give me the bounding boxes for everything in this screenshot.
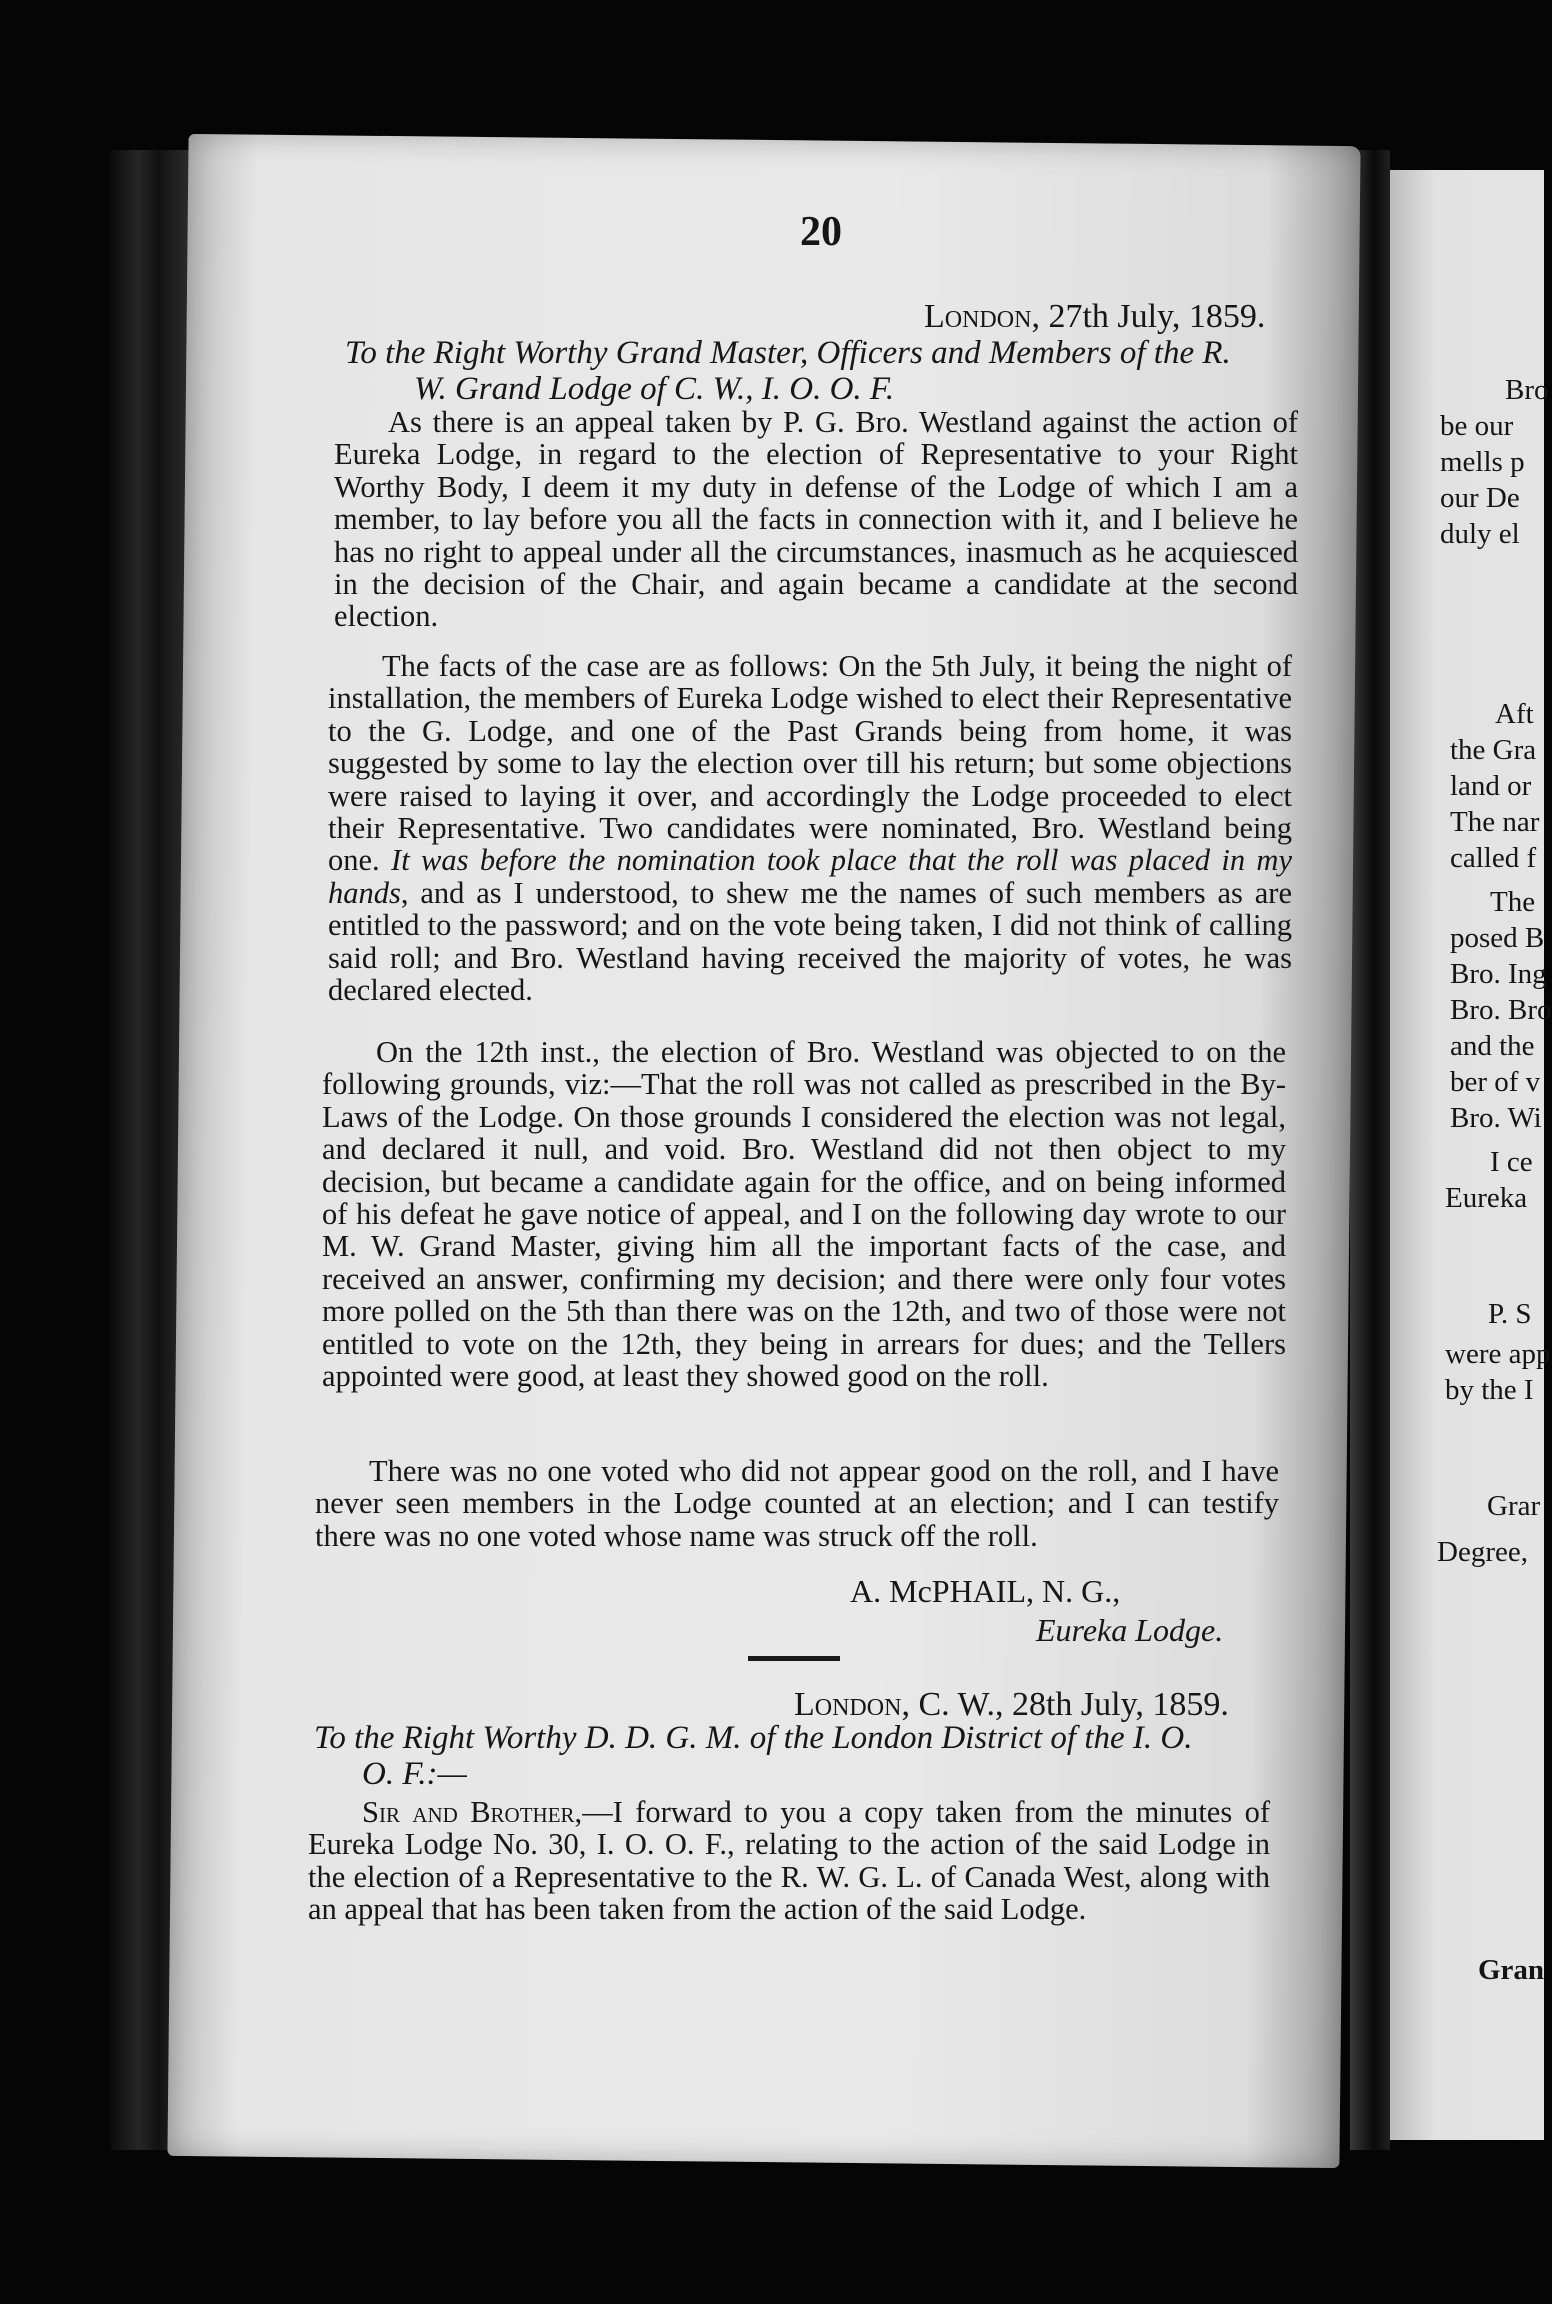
letter1-paragraph-4: There was no one voted who did not appear good on the roll, and I have never seen members in the Lodge counted at an election; and I can testify there was no one voted whose name was struck off the roll. bbox=[315, 1454, 1279, 1553]
facing-fragment: be our bbox=[1440, 410, 1514, 442]
letter2-dateline bbox=[794, 1686, 1229, 1724]
page-number: 20 bbox=[800, 209, 842, 255]
facing-fragment: P. S bbox=[1488, 1298, 1532, 1330]
letter2-address-line1: To the Right Worthy D. D. G. M. of the London District of the I. O. bbox=[314, 1720, 1193, 1756]
facing-fragment: Eureka bbox=[1445, 1182, 1528, 1214]
facing-fragment: posed B bbox=[1450, 922, 1545, 954]
letter1-dateline-place: London bbox=[924, 298, 1032, 335]
facing-fragment: Bro. Wi bbox=[1450, 1102, 1542, 1134]
section-divider bbox=[748, 1656, 840, 1661]
facing-fragment: Bro. Ing bbox=[1450, 958, 1547, 990]
letter1-paragraph-1: As there is an appeal taken by P. G. Bro. Westland against the action of Eureka Lodge, in regard to the election of Representative to your Right Worthy Body, I deem it my duty in defense of the Lodge of which I am a member, to lay before you all the facts in connection with it, and I believe he has no right to appeal under all the circumstances, inasmuch as he acquiesced in the decision of the Chair, and again became a candidate at the second election. bbox=[334, 405, 1298, 634]
facing-fragment: The nar bbox=[1450, 806, 1540, 838]
facing-fragment: Gran bbox=[1478, 1954, 1545, 1986]
facing-fragment: were app bbox=[1445, 1338, 1551, 1370]
letter1-paragraph-2-part-a: The facts of the case are as follows: On the 5th July, it being the night of installation, the members of Eureka Lodge wished to elect their Representative to the G. Lodge, and one of the Past Grands being from home, it was suggested by some to lay the election over till his return; but some objections were raised to laying it over, and accordingly the Lodge proceeded to elect their Representative. Two candidates were nominated, Bro. Westland being one. bbox=[328, 649, 1292, 878]
facing-fragment: Bro. Bro bbox=[1450, 994, 1552, 1026]
facing-fragment: duly el bbox=[1440, 518, 1520, 550]
facing-fragment: land or bbox=[1450, 770, 1532, 802]
facing-fragment: I ce bbox=[1490, 1146, 1533, 1178]
facing-fragment: Degree, bbox=[1437, 1536, 1528, 1568]
facing-fragment: Grar bbox=[1487, 1490, 1541, 1522]
letter1-paragraph-2-emphasis: It was before the nomination took place that the roll was placed in my hands bbox=[328, 843, 1293, 910]
facing-fragment: our De bbox=[1440, 482, 1520, 514]
letter1-paragraph-2-part-b: , and as I understood, to shew me the names of such members as are entitled to the password; and on the vote being taken, I did not think of calling said roll; and Bro. Westland having received the majority of votes, he was declared elected. bbox=[328, 875, 1292, 1008]
facing-fragment: called f bbox=[1450, 842, 1537, 874]
letter1-dateline bbox=[924, 298, 1265, 336]
letter2-paragraph-1 bbox=[308, 1796, 1270, 1926]
letter1-signature: A. McPHAIL, N. G., bbox=[850, 1573, 1121, 1609]
facing-fragment: Aft bbox=[1495, 698, 1534, 730]
letter1-paragraph-2 bbox=[328, 650, 1292, 1006]
facing-fragment: by the I bbox=[1445, 1374, 1534, 1406]
letter1-paragraph-3: On the 12th inst., the election of Bro. Westland was objected to on the following grounds, viz:—That the roll was not called as prescribed in the By-Laws of the Lodge. On those grounds I considered the election was not legal, and declared it null, and void. Bro. Westland did not then object to my decision, but became a candidate again for the office, and on being informed of his defeat he gave notice of appeal, and I on the following day wrote to our M. W. Grand Master, giving him all the important facts of the case, and received an answer, confirming my decision; and there were only four votes more polled on the 5th than there was on the 12th, and two of those were not entitled to vote on the 12th, they being in arrears for dues; and the Tellers appointed were good, at least they showed good on the roll. bbox=[322, 1035, 1286, 1394]
letter2-salutation: Sir and Brother, bbox=[362, 1795, 583, 1829]
letter2-dateline-place: London bbox=[794, 1686, 902, 1723]
facing-fragment: the Gra bbox=[1450, 734, 1537, 766]
facing-fragment: ber of v bbox=[1450, 1066, 1541, 1098]
letter2-paragraph-1-body: —I forward to you a copy taken from the minutes of Eureka Lodge No. 30, I. O. O. F., relating to the action of the said Lodge in the election of a Representative to the R. W. G. L. of Canada West, along with an appeal that has been taken from the action of the said Lodge. bbox=[308, 1795, 1270, 1927]
letter1-signature-org: Eureka Lodge. bbox=[1036, 1612, 1224, 1648]
facing-fragment: and the bbox=[1450, 1030, 1535, 1062]
letter1-address-line1: To the Right Worthy Grand Master, Officers and Members of the R. bbox=[345, 335, 1231, 371]
letter2-address-line2: O. F.:— bbox=[362, 1756, 467, 1792]
letter1-address-line2: W. Grand Lodge of C. W., I. O. O. F. bbox=[414, 371, 895, 407]
facing-fragment: The bbox=[1490, 886, 1536, 918]
facing-fragment: mells p bbox=[1440, 446, 1525, 478]
letter2-dateline-date: , C. W., 28th July, 1859. bbox=[901, 1686, 1229, 1723]
facing-fragment: Bro bbox=[1505, 374, 1549, 406]
letter1-dateline-date: , 27th July, 1859. bbox=[1031, 298, 1266, 335]
